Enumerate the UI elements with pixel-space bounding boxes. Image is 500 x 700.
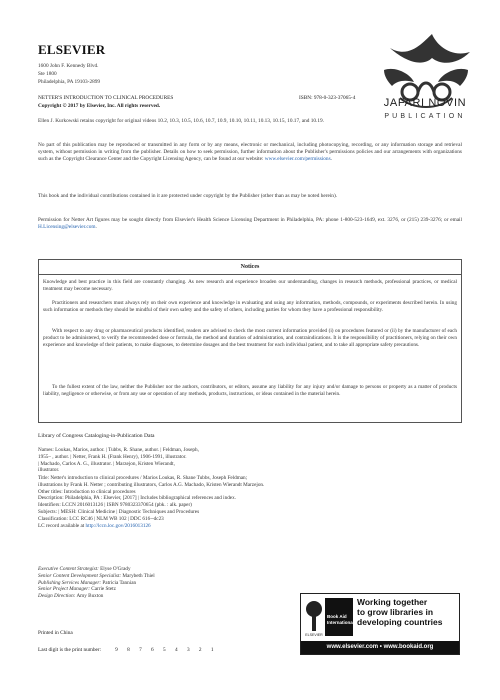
credit-role: Executive Content Strategist: xyxy=(38,566,99,572)
printed-in: Printed in China xyxy=(38,630,73,636)
rights-text: No part of this publication may be reproduced or transmitted in any form or by any means, electronic or mechanical, including photocopying, recording, or any information storage and retrieval system, without permission in writing from the publisher. Details on how to seek permission, further information about the Publisher's permissions policies and our arrangements with organizations such as the Copyright Clearance Center and the Copyright Licensing Agency, can be found at our website: xyxy=(38,142,462,162)
rights-paragraph: No part of this publication may be reproduced or transmitted in any form or by any means, electronic or mechanical, including photocopying, recording, or any information storage and retrieval system, without permission in writing from the publisher. Details on how to seek permission, further information about the Publisher's permissions policies and our arrangements with organizations such as the Copyright Clearance Center and the Copyright Licensing Agency, can be found at our website: www.elsevier.com/permissions. xyxy=(38,142,462,162)
credit-role: Senior Content Development Specialist: xyxy=(38,572,122,579)
notices-paragraph: Knowledge and best practice in this field are constantly changing. As new research and experience broaden our understanding, changes in research methods, professional practices, or medical treatment may become necessary. xyxy=(43,279,457,292)
netter-paragraph: Permission for Netter Art figures may be sought directly from Elsevier's Health Science Licensing Department in Philadelphia, PA: phone 1-800-523-1649, ext. 3276, or (215) 239-3276; or email H.Licensing@elsevier.com. xyxy=(38,217,462,230)
credit-name: Carrie Stetz xyxy=(91,586,116,593)
slogan-line: to grow libraries in xyxy=(357,607,434,617)
credit-role: Design Direction: xyxy=(38,593,76,600)
book-title-line xyxy=(38,95,462,102)
credit-line xyxy=(38,593,155,600)
notices-box xyxy=(38,259,462,423)
licensing-email-link[interactable]: H.Licensing@elsevier.com xyxy=(38,224,96,230)
cip-details xyxy=(38,475,462,529)
cip-line: Subjects: | MESH: Clinical Medicine | Diagnostic Techniques and Procedures xyxy=(38,508,200,515)
book-aid-tag xyxy=(325,598,353,636)
slogan-line: Working together xyxy=(357,597,428,607)
print-number-line xyxy=(38,647,218,653)
book-aid-footer: www.elsevier.com • www.bookaid.org xyxy=(301,641,459,654)
book-title: NETTER'S INTRODUCTION TO CLINICAL PROCEDURES xyxy=(38,95,174,101)
credit-line xyxy=(38,586,155,593)
credit-name: Marybeth Thiel xyxy=(122,572,155,579)
print-number-label: Last digit is the print number: xyxy=(38,647,102,653)
address-line: 1600 John F. Kennedy Blvd. xyxy=(38,63,99,69)
tree-label: ELSEVIER xyxy=(305,633,323,637)
cip-record-line xyxy=(38,523,462,530)
cip-line: Other titles: Introduction to clinical procedures xyxy=(38,488,136,495)
address-line: Philadelphia, PA 19103-2899 xyxy=(38,79,101,85)
isbn: ISBN: 978-0-323-37065-4 xyxy=(299,95,356,101)
book-aid-badge xyxy=(300,593,460,655)
credit-role: Publishing Services Manager: xyxy=(38,579,102,586)
credit-name: Amy Buxton xyxy=(76,593,104,600)
notices-paragraph: To the fullest extent of the law, neither the Publisher nor the authors, contributors, or editors, assume any liability for any injury and/or damage to persons or property as a matter of products liability, negligence or otherwise, or from any use or operation of any methods, products, instructions, or ideas contained in the material herein. xyxy=(43,384,457,397)
cip-line: 1955– , author. | Netter, Frank H. (Frank Henry), 1906-1991, illustrator. xyxy=(38,453,187,460)
cip-line: Identifiers: LCCN 2016013126 | ISBN 9780323370654 (pbk. : alk. paper) xyxy=(38,502,192,509)
credit-line xyxy=(38,573,155,580)
kurkowski-paragraph: Ellen J. Kurkowski retains copyright for original videos 10.2, 10.3, 10.5, 10.6, 10.7, 10.9, 10.10, 10.11, 10.13, 10.15, 10.17, and 10.19. xyxy=(38,118,324,124)
credit-name: Elyse O'Grady xyxy=(100,566,131,572)
permissions-link[interactable]: www.elsevier.com/permissions xyxy=(264,156,331,162)
slogan-line: developing countries xyxy=(357,617,443,627)
notices-paragraph: With respect to any drug or pharmaceutical products identified, readers are advised to check the most current information provided (i) on procedures featured or (ii) by the manufacturer of each product to be administered, to verify the recommended dose or formula, the method and duration of administration, and contraindications. It is the responsibility of practitioners, relying on their own experience and knowledge of their patients, to make diagnoses, to determine dosages and the best treatment for each individual patient, and to take all appropriate safety precautions. xyxy=(43,328,457,348)
book-aid-tag-line: Book Aid xyxy=(327,614,347,619)
print-number-sequence: 9 8 7 6 5 4 3 2 1 xyxy=(115,647,218,653)
copyright-statement: Copyright © 2017 by Elsevier, Inc. All rights reserved. xyxy=(38,103,161,109)
jafari-novin-subtitle: PUBLICATION xyxy=(384,113,466,120)
address-line: Ste 1800 xyxy=(38,71,57,77)
notices-divider xyxy=(39,274,461,275)
protected-paragraph: This book and the individual contributions contained in it are protected under copyright by the Publisher (other than as may be noted herein). xyxy=(38,193,338,199)
cip-line: Classification: LCC RC46 | NLM WB 102 | DDC 616--dc23 xyxy=(38,515,164,522)
elsevier-tree-icon xyxy=(304,597,324,637)
credits-list xyxy=(38,566,155,600)
cip-line: Title: Netter's introduction to clinical procedures / Marios Loukas, R. Shane Tubbs, Joseph Feldman; xyxy=(38,475,248,481)
credit-name: Patricia Tannian xyxy=(102,579,137,586)
credit-line xyxy=(38,566,155,573)
publisher-name: ELSEVIER xyxy=(38,42,106,57)
credit-role: Senior Project Manager: xyxy=(38,586,90,593)
notices-title: Notices xyxy=(240,264,260,270)
cip-line: | Machado, Carlos A. G., illustrator. | Marzejon, Kristen Wierandt, xyxy=(38,460,175,467)
lccn-link[interactable]: http://lccn.loc.gov/2016013126 xyxy=(85,522,151,529)
cip-line: Names: Loukas, Marios, author. | Tubbs, R. Shane, author. | Feldman, Joseph, xyxy=(38,447,199,453)
notices-paragraph: Practitioners and researchers must always rely on their own experience and knowledge in evaluating and using any information, methods, compounds, or experiments described herein. In using such information or methods they should be mindful of their own safety and the safety of others, including parties for whom they have a professional responsibility. xyxy=(43,300,457,313)
cip-line: Description: Philadelphia, PA : Elsevier, [2017] | Includes bibliographical references and index. xyxy=(38,495,236,502)
credit-line xyxy=(38,580,155,587)
publisher-address xyxy=(38,62,100,86)
cip-line: illustrator. xyxy=(38,467,60,474)
jafari-novin-name: JAFARI NOVIN xyxy=(383,97,467,109)
cip-line: illustrations by Frank H. Netter ; contributing illustrators, Carlos A.G. Machado, Kristen Wierandt Marzejon. xyxy=(38,481,265,488)
cip-record-prefix: LC record available at xyxy=(38,522,85,529)
netter-text: Permission for Netter Art figures may be sought directly from Elsevier's Health Science Licensing Department in Philadelphia, PA: phone 1-800-523-1649, ext. 3276, or (215) 239-3276; or email xyxy=(38,217,462,223)
book-aid-slogan xyxy=(357,597,443,627)
cip-names xyxy=(38,447,462,474)
book-aid-tag-line: International xyxy=(327,620,355,625)
cip-title: Library of Congress Cataloging-in-Publication Data xyxy=(38,433,155,439)
